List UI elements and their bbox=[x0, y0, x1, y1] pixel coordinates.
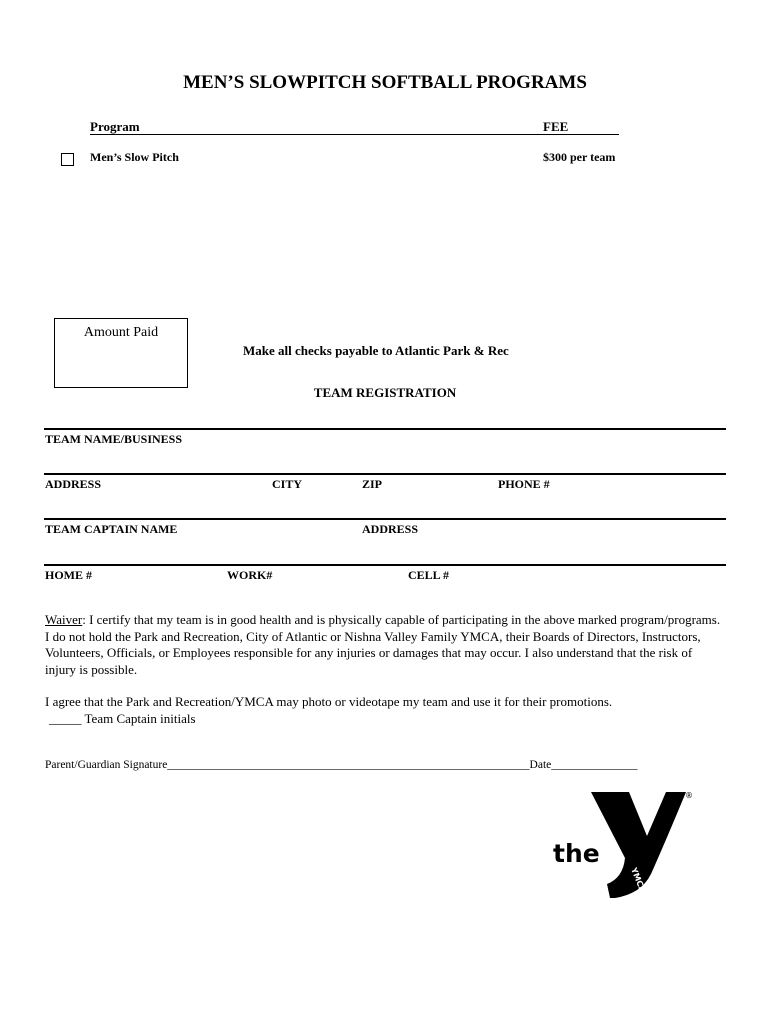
section-title: TEAM REGISTRATION bbox=[313, 385, 457, 400]
work-phone-field-label: WORK# bbox=[227, 568, 273, 582]
waiver-paragraph bbox=[45, 612, 725, 678]
checks-payable-note: Make all checks payable to Atlantic Park & Rec bbox=[243, 343, 509, 358]
header-underline bbox=[90, 134, 619, 135]
team-name-field-label: TEAM NAME/BUSINESS bbox=[45, 432, 183, 446]
address-field-label: ADDRESS bbox=[45, 477, 102, 491]
fee-column-header: FEE bbox=[543, 119, 569, 134]
page-title: MEN’S SLOWPITCH SOFTBALL PROGRAMS bbox=[183, 72, 587, 93]
photo-consent-text: I agree that the Park and Recreation/YMCA may photo or videotape my team and use it for their promotions. bbox=[45, 694, 613, 709]
program-checkbox[interactable] bbox=[61, 153, 74, 166]
program-column-header: Program bbox=[90, 119, 140, 134]
form-rule bbox=[44, 428, 726, 430]
phone-field-label: PHONE # bbox=[498, 477, 550, 491]
program-fee: $300 per team bbox=[543, 150, 616, 164]
signature-date-line: Parent/Guardian Signature_______________________________________________________________Date_______________ bbox=[45, 759, 638, 771]
form-rule bbox=[44, 564, 726, 566]
captain-name-field-label: TEAM CAPTAIN NAME bbox=[45, 522, 178, 536]
photo-consent-block bbox=[45, 694, 725, 727]
program-name: Men’s Slow Pitch bbox=[90, 150, 179, 164]
cell-phone-field-label: CELL # bbox=[408, 568, 450, 582]
amount-paid-label: Amount Paid bbox=[83, 325, 159, 340]
waiver-text: : I certify that my team is in good health and is physically capable of participating in the above marked program/programs. I do not hold the Park and Recreation, City of Atlantic or Nishna Valley Family YMCA, their Boards of Directors, Instructors, Volunteers, Officials, or Employees responsible for any injuries or damages that may occur. I also understand that the risk of injury is possible. bbox=[45, 612, 721, 677]
ymca-logo-icon bbox=[553, 786, 693, 904]
home-phone-field-label: HOME # bbox=[45, 568, 92, 582]
city-field-label: CITY bbox=[272, 477, 303, 491]
captain-address-field-label: ADDRESS bbox=[362, 522, 419, 536]
logo-registered-mark: ® bbox=[685, 791, 693, 800]
form-rule bbox=[44, 518, 726, 520]
logo-ymca-text: YMCA bbox=[629, 866, 648, 894]
form-rule bbox=[44, 473, 726, 475]
logo-the-text: the bbox=[553, 839, 600, 868]
waiver-label: Waiver bbox=[45, 612, 83, 627]
zip-field-label: ZIP bbox=[362, 477, 383, 491]
captain-initials-line: _____ Team Captain initials bbox=[49, 710, 196, 726]
